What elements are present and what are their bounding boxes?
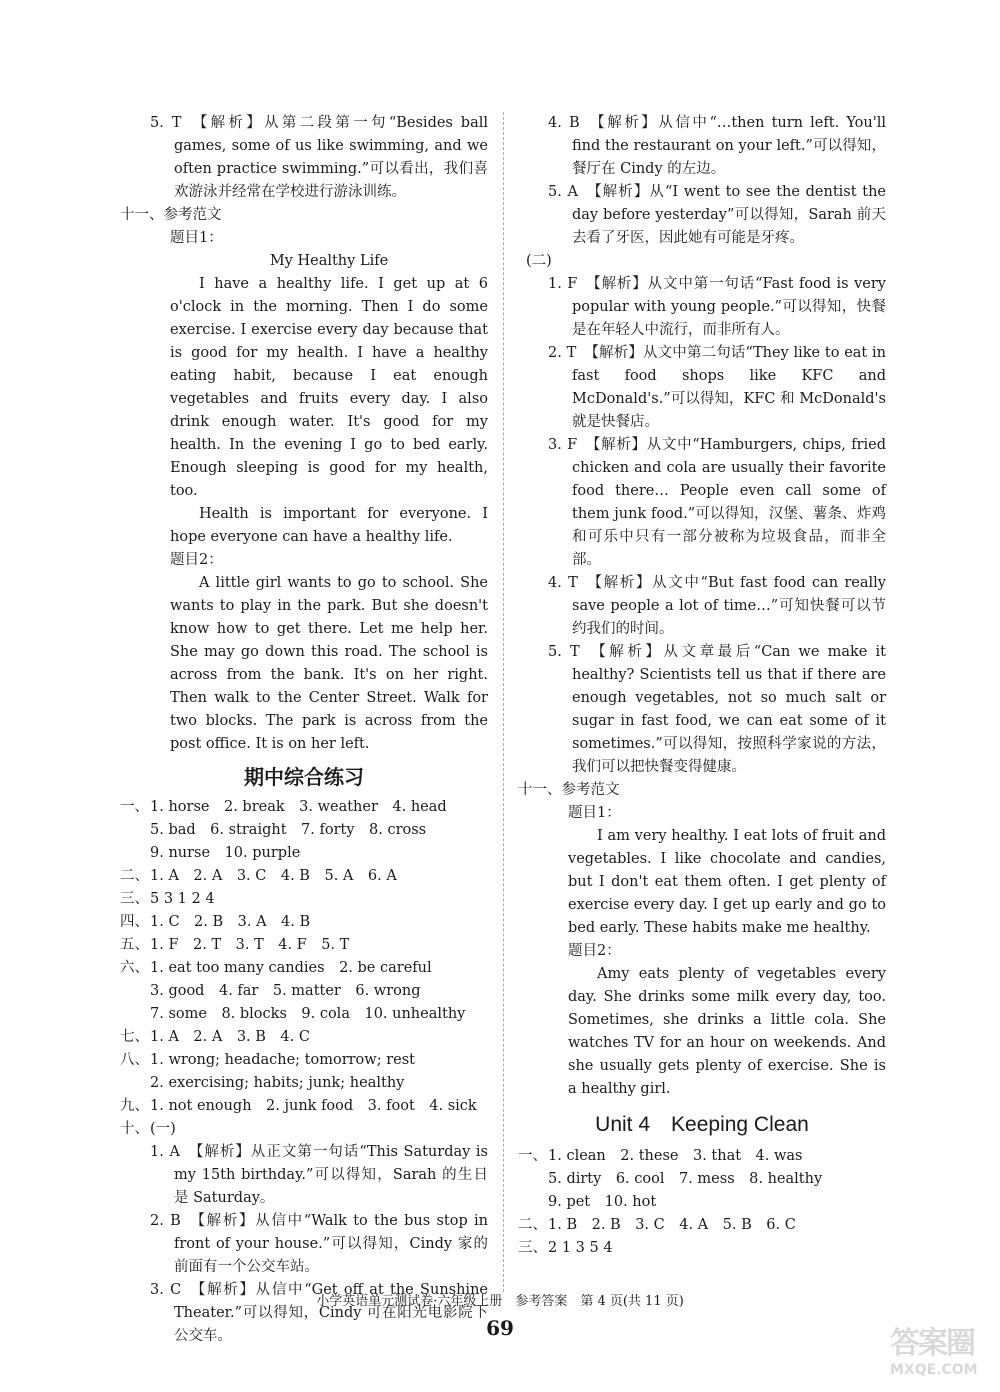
row-label: 二、: [120, 868, 149, 884]
topic-label: 题目2：: [170, 552, 223, 568]
answer-number: 4. B: [548, 115, 580, 131]
answer-row: [518, 1237, 886, 1260]
row-answers: 1. horse 2. break 3. weather 4. head: [150, 799, 447, 815]
section-label: 十一、参考范文: [120, 207, 222, 223]
essay-paragraph: I have a healthy life. I get up at 6 o'clock in the morning. Then I do some exercise. I exercise every day because that is good for my health. I have a healthy eating habit, because I eat enough vegetables and fruits every day. I also drink enough water. It's good for my health. In the evening I go to bed early. Enough sleeping is good for my health, too.: [170, 276, 488, 499]
answer-explanation: 【解析】从信中“…then turn left. You'll find the restaurant on your left.”可以得知，餐厅在 Cindy 的左边。: [572, 115, 886, 177]
answer-rows: [518, 1145, 886, 1260]
answer-list: [518, 273, 886, 779]
answer-number: 3. F: [548, 437, 578, 453]
answer-row: [120, 1118, 488, 1141]
watermark-url: MXQE.COM: [890, 1362, 978, 1378]
answer-explanation: 【解析】从信中“Walk to the bus stop in front of your house.”可以得知，Cindy 家的前面有一个公交车站。: [174, 1213, 488, 1275]
answer-explanation: 【解析】从文中第二句话“They like to eat in fast food shops like KFC and McDonald's.”可以得知，KFC 和 McDonald's 就是快餐店。: [572, 345, 886, 430]
answer-row: [120, 1003, 488, 1026]
row-label: 二、: [518, 1217, 547, 1233]
row-answers: 5. bad 6. straight 7. forty 8. cross: [150, 822, 427, 838]
unit-heading: Unit 4 Keeping Clean: [595, 1113, 809, 1136]
answer-item: [518, 112, 886, 181]
topic-label: 题目2：: [568, 943, 621, 959]
row-answers: 1. C 2. B 3. A 4. B: [150, 914, 311, 930]
row-label: 四、: [120, 914, 149, 930]
answer-number: 1. F: [548, 276, 578, 292]
answer-row: [518, 1168, 886, 1191]
topic-label: 题目1：: [568, 805, 621, 821]
answer-explanation: 【解析】从第二段第一句“Besides ball games, some of us like swimming, and we often practice swimming.”可以看出，我们喜欢游泳并经常在学校进行游泳训练。: [174, 115, 489, 200]
answer-explanation: 【解析】从文中“But fast food can really save people a lot of time…”可知快餐可以节约我们的时间。: [572, 575, 886, 637]
column-divider: [503, 112, 505, 1292]
answer-row: [120, 796, 488, 819]
answer-row: [518, 1145, 886, 1168]
page-number: 69: [486, 1316, 514, 1340]
essay-paragraph: Health is important for everyone. I hope everyone can have a healthy life.: [170, 506, 488, 545]
topic-label: 题目1：: [170, 230, 223, 246]
answer-explanation: 【解析】从文中第一句话“Fast food is very popular with young people.”可以得知，快餐是在年轻人中流行，而非所有人。: [572, 276, 886, 338]
row-answers: 9. nurse 10. purple: [150, 845, 301, 861]
row-answers: 2 1 3 5 4: [548, 1240, 613, 1256]
answer-row: [518, 1191, 886, 1214]
answer-row: [120, 980, 488, 1003]
section-heading: 期中综合练习: [244, 765, 364, 789]
row-label: 五、: [120, 937, 149, 953]
row-label: 十、: [120, 1121, 149, 1137]
essay-paragraph: Amy eats plenty of vegetables every day. She drinks some milk every day, too. Sometimes, she drinks a little cola. She watches TV for an hour on weekends. And she usually gets plenty of exercise. She is a healthy girl.: [568, 966, 886, 1097]
answer-row: [120, 911, 488, 934]
row-label: 六、: [120, 960, 149, 976]
answer-number: 5. A: [548, 184, 578, 200]
row-label: 三、: [518, 1240, 547, 1256]
answer-row: [518, 1214, 886, 1237]
row-answers: 9. pet 10. hot: [548, 1194, 657, 1210]
watermark-logo: [890, 1318, 990, 1384]
answer-explanation: 【解析】从正文第一句话“This Saturday is my 15th birthday.”可以得知，Sarah 的生日是 Saturday。: [174, 1144, 488, 1206]
row-answers: 3. good 4. far 5. matter 6. wrong: [150, 983, 421, 999]
answer-row: [120, 957, 488, 980]
watermark-logo-text: 答案圈: [890, 1326, 974, 1361]
answer-row: [120, 819, 488, 842]
essay-paragraph: I am very healthy. I eat lots of fruit and vegetables. I like chocolate and candies, but I don't eat them often. I get plenty of exercise every day. I get up early and go to bed early. These habits make me healthy.: [568, 828, 886, 936]
answer-number: 2. T: [548, 345, 577, 361]
row-label: 一、: [518, 1148, 547, 1164]
answer-list: [120, 112, 488, 204]
answer-item: [518, 434, 886, 572]
row-label: 八、: [120, 1052, 149, 1068]
row-answers: 1. A 2. A 3. B 4. C: [150, 1029, 310, 1045]
answer-item: [120, 1210, 488, 1279]
essay-title: My Healthy Life: [269, 253, 389, 269]
row-answers: 1. not enough 2. junk food 3. foot 4. sick: [150, 1098, 477, 1114]
answer-item: [518, 181, 886, 250]
answer-item: [518, 342, 886, 434]
answer-number: 5. T: [150, 115, 182, 131]
row-answers: 5 3 1 2 4: [150, 891, 215, 907]
answer-row: [120, 842, 488, 865]
answer-item: [518, 641, 886, 779]
answer-rows: [120, 796, 488, 1141]
row-answers: 2. exercising; habits; junk; healthy: [150, 1075, 405, 1091]
answer-row: [120, 1095, 488, 1118]
right-column: [518, 112, 886, 1260]
part-label: (二): [526, 253, 552, 269]
answer-number: 3. C: [150, 1282, 182, 1298]
answer-row: [120, 1049, 488, 1072]
row-answers: (一): [150, 1121, 176, 1137]
row-answers: 1. F 2. T 3. T 4. F 5. T: [150, 937, 350, 953]
answer-row: [120, 865, 488, 888]
row-answers: 1. B 2. B 3. C 4. A 5. B 6. C: [548, 1217, 796, 1233]
answer-item: [120, 1141, 488, 1210]
row-answers: 7. some 8. blocks 9. cola 10. unhealthy: [150, 1006, 466, 1022]
row-answers: 1. A 2. A 3. C 4. B 5. A 6. A: [150, 868, 397, 884]
answer-number: 5. T: [548, 644, 580, 660]
row-label: 一、: [120, 799, 149, 815]
answer-explanation: 【解析】从信中“Get off at the Sunshine Theater.”可以得知，Cindy 可在阳光电影院下公交车。: [174, 1282, 488, 1344]
answer-explanation: 【解析】从“I went to see the dentist the day before yesterday”可以得知，Sarah 前天去看了牙医，因此她有可能是牙疼。: [572, 184, 886, 246]
answer-row: [120, 888, 488, 911]
essay-paragraph: A little girl wants to go to school. She wants to play in the park. But she doesn't know how to get there. Let me help her. She may go down this road. The school is across from the bank. It's on her right. Then walk to the Center Street. Walk for two blocks. The park is across from the post office. It is on her left.: [170, 575, 488, 752]
row-label: 三、: [120, 891, 149, 907]
answer-number: 2. B: [150, 1213, 181, 1229]
answer-item: [518, 572, 886, 641]
row-label: 九、: [120, 1098, 149, 1114]
answer-number: 1. A: [150, 1144, 180, 1160]
answer-item: [518, 273, 886, 342]
answer-list: [518, 112, 886, 250]
answer-number: 4. T: [548, 575, 578, 591]
answer-explanation: 【解析】从文章最后“Can we make it healthy? Scientists tell us that if there are enough vegetables, not so much salt or sugar in fast food, we can eat some of it sometimes.”可以得知，按照科学家说的方法，我们可以把快餐变得健康。: [572, 644, 886, 775]
row-answers: 5. dirty 6. cool 7. mess 8. healthy: [548, 1171, 823, 1187]
answer-explanation: 【解析】从文中“Hamburgers, chips, fried chicken and cola are usually their favorite food there… People even call some of them junk food.”可以得知，汉堡、薯条、炸鸡和可乐中只有一部分被称为垃圾食品，而非全部。: [572, 437, 887, 568]
answer-row: [120, 1026, 488, 1049]
answer-row: [120, 934, 488, 957]
section-label: 十一、参考范文: [518, 782, 620, 798]
answer-item: [120, 112, 488, 204]
left-column: [120, 112, 488, 1348]
row-label: 七、: [120, 1029, 149, 1045]
page-footer: 小学英语单元测试卷·六年级上册 参考答案 第 4 页(共 11 页): [316, 1294, 684, 1309]
row-answers: 1. clean 2. these 3. that 4. was: [548, 1148, 803, 1164]
row-answers: 1. eat too many candies 2. be careful: [150, 960, 432, 976]
answer-row: [120, 1072, 488, 1095]
row-answers: 1. wrong; headache; tomorrow; rest: [150, 1052, 415, 1068]
